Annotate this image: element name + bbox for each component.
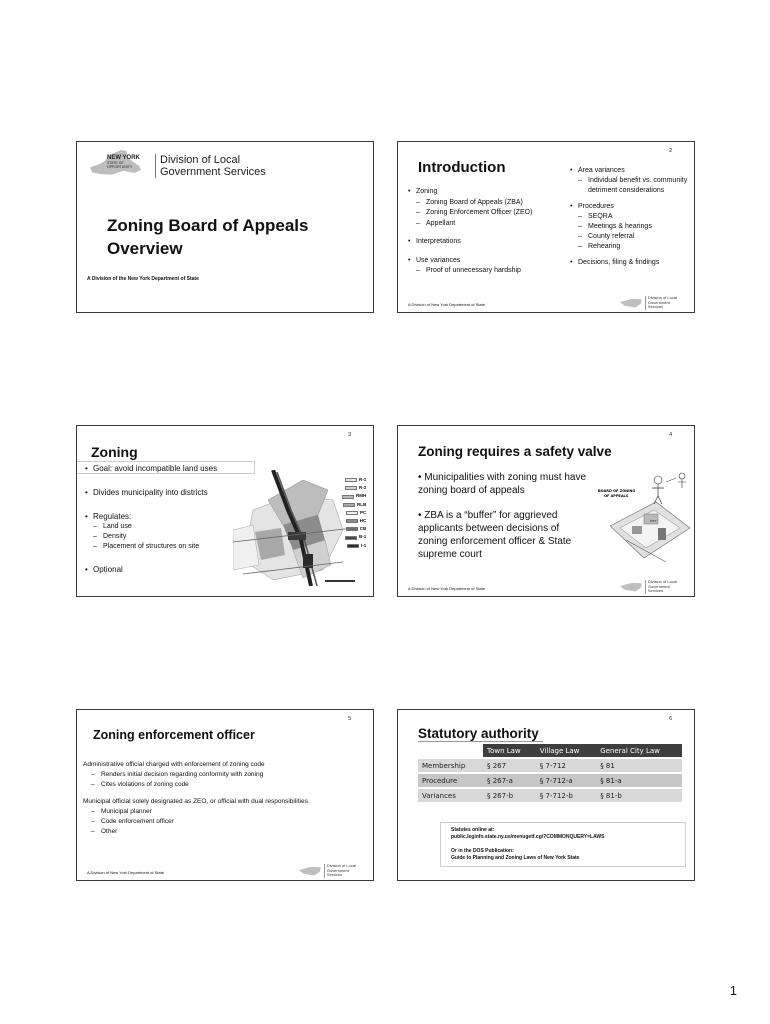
slide-number: 2: [669, 148, 672, 154]
slide-5-zoning-enforcement-officer: [76, 709, 374, 881]
slide-title: Statutory authority: [418, 726, 543, 742]
division-mini-logo: Division of Local Government Services: [620, 581, 686, 593]
body-text: Administrative official charged with enforcement of zoning code – Renders initial decision regarding conformity with zoning – Cites violations of zoning code Municipal official solely designated as ZEO, or official with dual responsibilities – Municipal planner – Code enforcement officer – Other: [83, 760, 373, 837]
left-bullet-list: • Zoning – Zoning Board of Appeals (ZBA) – Zoning Enforcement Officer (ZEO) – Appellant • Interpretations • Use variances – Proof of unnecessary hardship: [408, 187, 578, 277]
slide-number: 4: [669, 432, 672, 438]
ny-state-icon: [620, 583, 642, 592]
statute-table: [418, 744, 682, 804]
slide-title: Zoning: [91, 444, 138, 460]
slide-footer: A Division of New York Department of State: [408, 302, 485, 307]
svg-text:OF APPEALS: OF APPEALS: [604, 494, 629, 498]
right-bullet-list: • Area variances – Individual benefit vs. community detriment considerations • Procedures – SEQRA – Meetings & hearings – County referral – Rehearing • Decisions, filing & findings: [570, 166, 688, 268]
division-logo-text: Division of Local Government Services: [155, 154, 266, 178]
slide-number: 5: [348, 716, 351, 722]
table-header: Town Law: [483, 744, 536, 758]
slide-number: 3: [348, 432, 351, 438]
table-row: Variances § 267-b § 7-712-b § 81-b: [418, 788, 682, 803]
bullet-text: • Municipalities with zoning must have zoning board of appeals • ZBA is a “buffer” for aggrieved applicants between decisions of zoning enforcement officer & State supreme court: [418, 472, 587, 560]
slide-4-safety-valve: [397, 425, 695, 597]
slide-6-statutory-authority: [397, 709, 695, 881]
slide-3-zoning: [76, 425, 374, 597]
ny-state-icon: [299, 867, 321, 876]
slide-title: Zoning Board of Appeals Overview: [107, 216, 309, 258]
slide-title: Zoning enforcement officer: [93, 728, 255, 742]
table-header: General City Law: [596, 744, 682, 758]
zba-illustration: [596, 466, 692, 578]
statutes-note: Statutes online at: public.leginfo.state.ny.us/menugetf.cgi?COMMONQUERY=LAWS Or in the DOS Publication: Guide to Planning and Zoning Laws of New York State: [440, 822, 686, 867]
division-mini-logo: Division of Local Government Services: [620, 297, 686, 309]
statutes-link[interactable]: public.leginfo.state.ny.us/menugetf.cgi?COMMONQUERY=LAWS: [451, 834, 605, 840]
slide-title: Introduction: [418, 159, 506, 176]
slide-1-title: [76, 141, 374, 313]
ny-state-icon: [620, 299, 642, 308]
bullet-list: • Goal: avoid incompatible land uses • Divides municipality into districts • Regulates: – Land use – Density – Placement of structures on site • Optional: [85, 463, 345, 575]
zoning-map-legend: R-1 R-2 RMH RLB PC HC CB B-1 I-1: [342, 476, 366, 550]
division-mini-logo: Division of Local Government Services: [299, 865, 365, 877]
slide-2-introduction: [397, 141, 695, 313]
slide-footer: A Division of New York Department of State: [87, 870, 164, 875]
ny-logo-text: NEW YORK STATE OF OPPORTUNITY: [107, 155, 140, 169]
slide-footer: A Division of New York Department of State: [408, 586, 485, 591]
slide-number: 6: [669, 716, 672, 722]
page-number: 1: [729, 983, 737, 998]
svg-text:BOARD OF ZONING: BOARD OF ZONING: [598, 489, 636, 493]
slide-footer: A Division of the New York Department of State: [87, 276, 199, 282]
table-row: Procedure § 267-a § 7-712-a § 81-a: [418, 773, 682, 788]
svg-text:CITY: CITY: [650, 519, 657, 523]
table-row: Membership § 267 § 7-712 § 81: [418, 758, 682, 773]
table-header: Village Law: [536, 744, 596, 758]
slide-title: Zoning requires a safety valve: [418, 444, 612, 459]
